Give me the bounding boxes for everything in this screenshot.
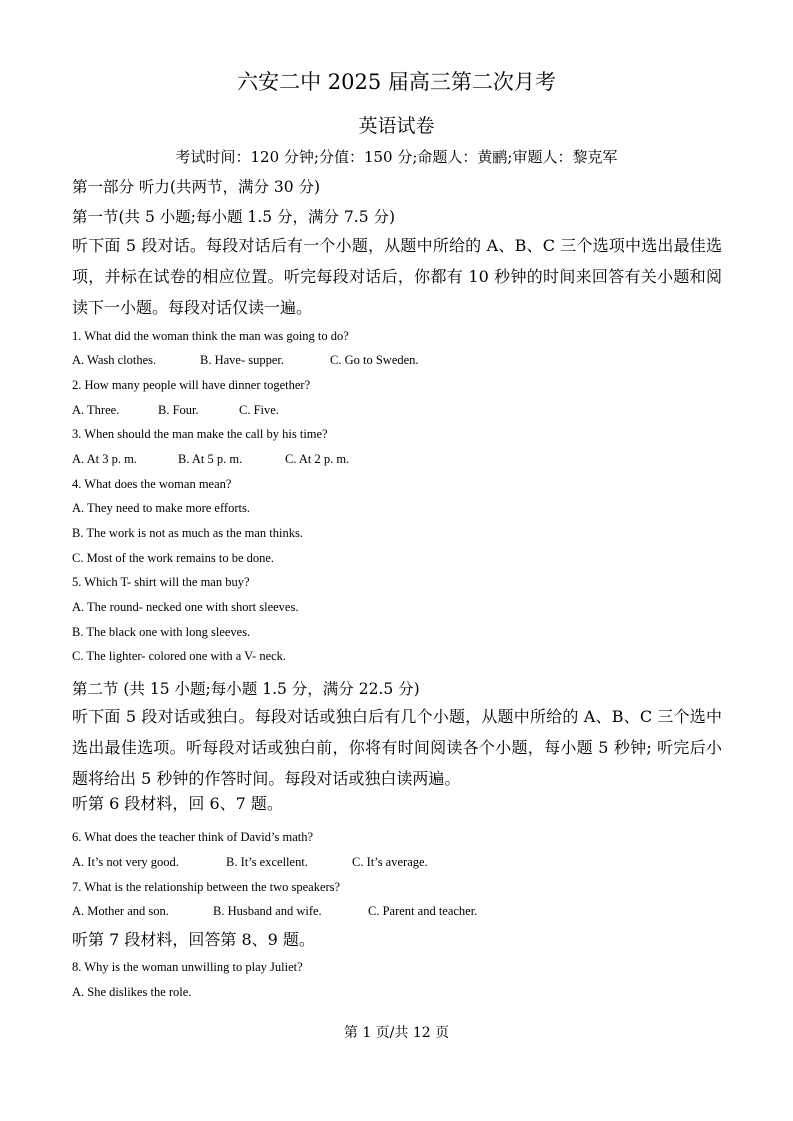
question-8-option-a: A. She dislikes the role.: [72, 985, 192, 999]
option-a: A. Mother and son.: [72, 904, 169, 918]
option-b: B. Husband and wife.: [213, 904, 322, 918]
page-footer: 第 1 页/共 12 页: [343, 1025, 450, 1041]
material-7-heading: 听第 7 段材料，回答第 8、9 题。: [72, 930, 315, 949]
option-a: A. It’s not very good.: [72, 855, 179, 869]
exam-title: 六安二中 2025 届高三第二次月考: [237, 70, 556, 94]
question-3-options: [72, 452, 349, 467]
question-7-options: [72, 904, 477, 919]
question-7: 7. What is the relationship between the two speakers?: [72, 880, 341, 894]
question-2-options: [72, 403, 279, 418]
question-3: 3. When should the man make the call by his time?: [72, 427, 328, 441]
option-a: A. Three.: [72, 403, 120, 417]
section2-instructions: 听下面 5 段对话或独白。每段对话或独白后有几个小题，从题中所给的 A、B、C 三个选中选出最佳选项。听每段对话或独白前，你将有时间阅读各个小题，每小题 5 秒钟; 听完后小题将给出 5 秒钟的作答时间。每段对话或独白读两遍。: [72, 707, 722, 788]
question-5-option-b: B. The black one with long sleeves.: [72, 625, 251, 639]
option-c: C. Go to Sweden.: [330, 353, 419, 367]
question-5-option-c: C. The lighter- colored one with a V- neck.: [72, 649, 287, 663]
material-6-heading: 听第 6 段材料，回 6、7 题。: [72, 794, 283, 813]
question-6: 6. What does the teacher think of David’s math?: [72, 830, 314, 844]
option-b: B. Four.: [158, 403, 199, 417]
option-b: B. It’s excellent.: [226, 855, 308, 869]
question-4-option-c: C. Most of the work remains to be done.: [72, 551, 275, 565]
option-a: A. Wash clothes.: [72, 353, 157, 367]
question-4: 4. What does the woman mean?: [72, 477, 232, 491]
option-c: C. Parent and teacher.: [368, 904, 478, 918]
question-8: 8. Why is the woman unwilling to play Juliet?: [72, 960, 303, 974]
question-4-option-b: B. The work is not as much as the man thinks.: [72, 526, 303, 540]
question-2: 2. How many people will have dinner together?: [72, 378, 311, 392]
exam-subtitle: 英语试卷: [358, 115, 435, 137]
option-c: C. At 2 p. m.: [285, 452, 350, 466]
question-1-options: [72, 353, 419, 368]
section1-instructions: 听下面 5 段对话。每段对话后有一个小题，从题中所给的 A、B、C 三个选项中选出最佳选项，并标在试卷的相应位置。听完每段对话后，你都有 10 秒钟的时间来回答有关小题和阅读下一小题。每段对话仅读一遍。: [72, 236, 722, 317]
question-5-option-a: A. The round- necked one with short sleeves.: [72, 600, 299, 614]
option-a: A. At 3 p. m.: [72, 452, 137, 466]
option-b: B. At 5 p. m.: [178, 452, 243, 466]
option-b: B. Have- supper.: [200, 353, 285, 367]
section2-heading: 第二节 (共 15 小题;每小题 1.5 分，满分 22.5 分): [72, 680, 420, 698]
question-5: 5. Which T- shirt will the man buy?: [72, 575, 250, 589]
question-6-options: [72, 855, 428, 870]
question-4-option-a: A. They need to make more efforts.: [72, 501, 250, 515]
section1-heading: 第一节(共 5 小题;每小题 1.5 分，满分 7.5 分): [72, 208, 396, 226]
part1-heading: 第一部分 听力(共两节，满分 30 分): [72, 178, 321, 196]
option-c: C. Five.: [239, 403, 279, 417]
exam-info: 考试时间：120 分钟;分值：150 分;命题人：黄鹂;审题人：黎克军: [175, 148, 618, 166]
question-1: 1. What did the woman think the man was going to do?: [72, 329, 349, 343]
option-c: C. It’s average.: [352, 855, 428, 869]
